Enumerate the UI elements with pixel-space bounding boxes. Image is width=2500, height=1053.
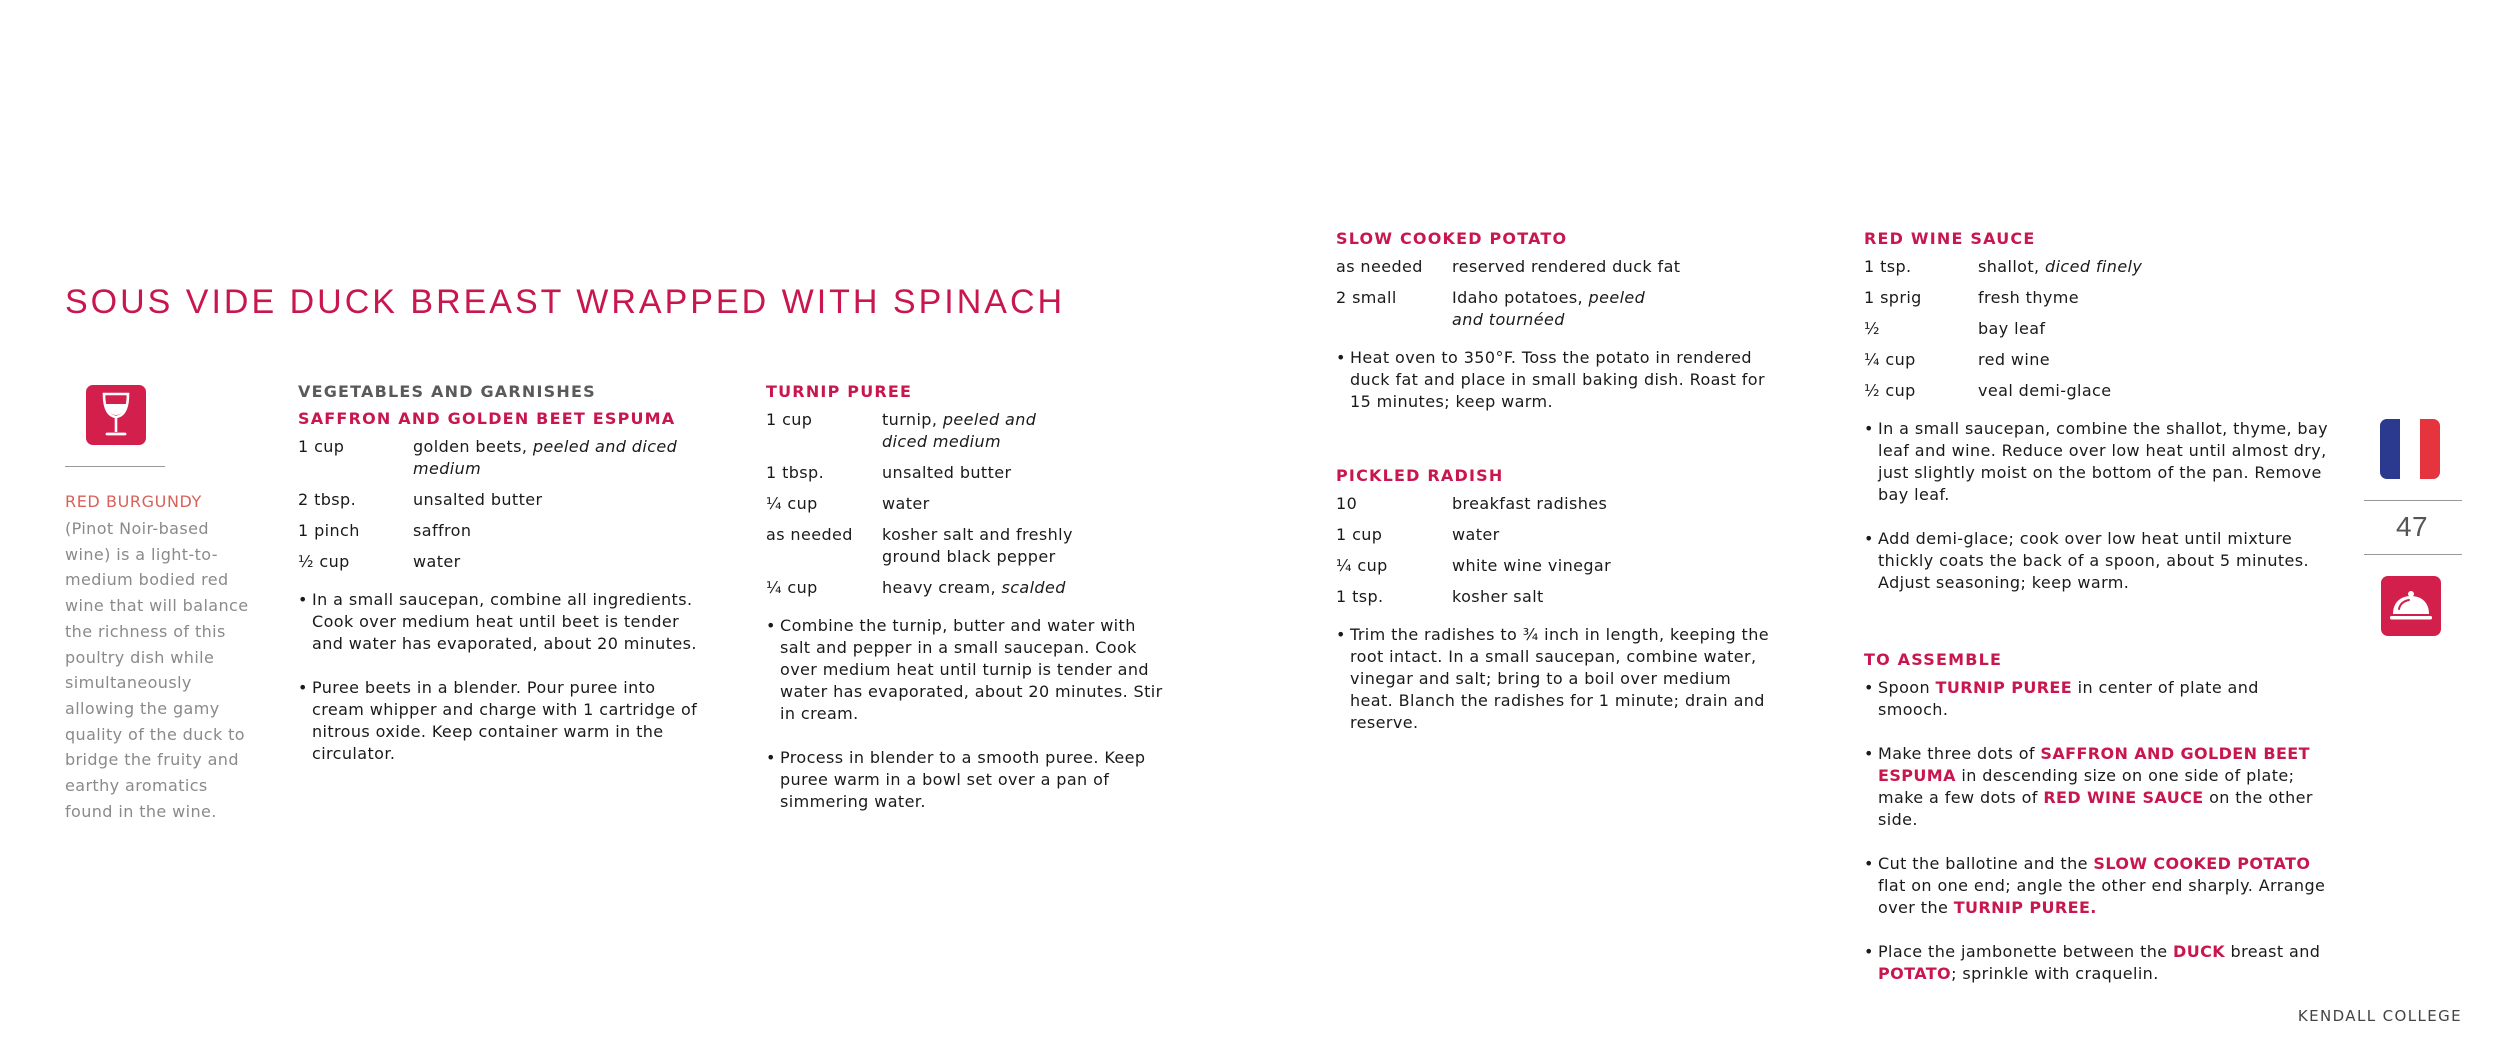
page-title: SOUS VIDE DUCK BREAST WRAPPED WITH SPINACH: [65, 283, 1066, 321]
flag-stripe-blue: [2380, 419, 2400, 479]
step-item: • Place the jambonette between the DUCK breast and POTATO; sprinkle with craquelin.: [1864, 941, 2334, 985]
ingredient-qty: ¼ cup: [766, 578, 818, 597]
ingredient-item: golden beets, peeled and diced medium: [413, 437, 678, 478]
ingredient-item: turnip, peeled and diced medium: [882, 410, 1037, 451]
ingredient-qty: ¼ cup: [1336, 556, 1388, 575]
ingredient-qty: ½: [1864, 319, 1880, 338]
ingredient-qty: 1 pinch: [298, 521, 360, 540]
wine-icon-badge: [86, 385, 146, 445]
step-item: • In a small saucepan, combine the shallot, thyme, bay leaf and wine. Reduce over low heat until almost dry, just slightly moist on the bottom of the pan. Remove bay leaf.: [1864, 418, 2334, 506]
page-number-rule-top: [2364, 500, 2462, 501]
ingredient-qty: 10: [1336, 494, 1358, 513]
section-potato: [1336, 229, 1765, 435]
turnip-steps: [766, 615, 1166, 813]
step-item: • Puree beets in a blender. Pour puree into cream whipper and charge with 1 cartridge of nitrous oxide. Keep container warm in the circulator.: [298, 677, 698, 765]
ingredient-item: water: [1452, 525, 1500, 544]
espuma-steps: [298, 589, 698, 765]
ingredient-qty: 1 cup: [298, 437, 345, 456]
step-item: • Cut the ballotine and the SLOW COOKED POTATO flat on one end; angle the other end sharply. Arrange over the TURNIP PUREE.: [1864, 853, 2334, 919]
espuma-ingredients: [298, 436, 718, 573]
flag-stripe-white: [2400, 419, 2420, 479]
footer-college-name: KENDALL COLLEGE: [2297, 1007, 2462, 1025]
serving-cloche-icon: [2389, 588, 2433, 624]
sauce-ingredients: [1864, 256, 2284, 402]
potato-steps: [1336, 347, 1776, 413]
sauce-steps: [1864, 418, 2334, 594]
ingredient-item: saffron: [413, 521, 472, 540]
ingredient-item: veal demi-glace: [1978, 381, 2112, 400]
page-number: 47: [2396, 511, 2428, 542]
ingredient-qty: 1 sprig: [1864, 288, 1922, 307]
espuma-heading: SAFFRON AND GOLDEN BEET ESPUMA: [298, 409, 676, 428]
wine-glass-icon: [98, 392, 134, 438]
ingredient-item: white wine vinegar: [1452, 556, 1612, 575]
ingredient-item: unsalted butter: [882, 463, 1012, 482]
ingredient-qty: 2 small: [1336, 288, 1397, 307]
ingredient-item: kosher salt: [1452, 587, 1544, 606]
ingredient-qty: 1 tbsp.: [766, 463, 825, 482]
wine-description: (Pinot Noir-based wine) is a light-to-medium bodied red wine that will balance the richness of this poultry dish while simultaneously allowing the gamy quality of the duck to bridge the fruity and earthy aromatics found in the wine.: [65, 519, 249, 821]
ingredient-item: shallot, diced finely: [1978, 257, 2143, 276]
ingredient-qty: 1 cup: [1336, 525, 1383, 544]
sauce-heading: RED WINE SAUCE: [1864, 229, 2036, 248]
wine-name: RED BURGUNDY: [65, 492, 202, 511]
category-heading: VEGETABLES AND GARNISHES: [298, 382, 596, 401]
step-item: • Heat oven to 350°F. Toss the potato in rendered duck fat and place in small baking dish. Roast for 15 minutes; keep warm.: [1336, 347, 1776, 413]
wine-divider: [65, 466, 165, 467]
ingredient-item: fresh thyme: [1978, 288, 2079, 307]
potato-heading: SLOW COOKED POTATO: [1336, 229, 1568, 248]
france-flag-icon: [2380, 419, 2440, 479]
ingredient-item: water: [882, 494, 930, 513]
course-icon-badge: [2381, 576, 2441, 636]
ingredient-item: unsalted butter: [413, 490, 543, 509]
step-item: • Combine the turnip, butter and water with salt and pepper in a small saucepan. Cook over medium heat until turnip is tender and water has evaporated, about 20 minutes. Stir in cream.: [766, 615, 1166, 725]
ingredient-qty: 2 tbsp.: [298, 490, 357, 509]
section-espuma: [298, 382, 718, 787]
ingredient-item: kosher salt and freshly ground black pepper: [882, 525, 1073, 566]
page-number-rule-bottom: [2364, 554, 2462, 555]
ingredient-item: water: [413, 552, 461, 571]
assemble-steps: [1864, 677, 2334, 985]
ingredient-qty: as needed: [766, 525, 853, 544]
ingredient-item: reserved rendered duck fat: [1452, 257, 1681, 276]
section-radish: [1336, 466, 1770, 756]
ingredient-item: breakfast radishes: [1452, 494, 1608, 513]
ingredient-qty: 1 cup: [766, 410, 813, 429]
step-item: • Process in blender to a smooth puree. Keep puree warm in a bowl set over a pan of simmering water.: [766, 747, 1166, 813]
radish-steps: [1336, 624, 1776, 734]
turnip-heading: TURNIP PUREE: [766, 382, 913, 401]
section-sauce: [1864, 229, 2329, 616]
flag-stripe-red: [2420, 419, 2440, 479]
potato-ingredients: [1336, 256, 1756, 331]
ingredient-qty: 1 tsp.: [1336, 587, 1384, 606]
ingredient-item: heavy cream, scalded: [882, 578, 1066, 597]
ingredient-item: Idaho potatoes, peeled and tournéed: [1452, 288, 1646, 329]
step-item: • Add demi-glace; cook over low heat until mixture thickly coats the back of a spoon, about 5 minutes. Adjust seasoning; keep warm.: [1864, 528, 2334, 594]
ingredient-qty: ½ cup: [1864, 381, 1916, 400]
step-item: • In a small saucepan, combine all ingredients. Cook over medium heat until beet is tender and water has evaporated, about 20 minutes.: [298, 589, 698, 655]
section-assemble: [1864, 650, 2344, 1007]
ingredient-item: red wine: [1978, 350, 2051, 369]
ingredient-qty: ½ cup: [298, 552, 350, 571]
assemble-heading: TO ASSEMBLE: [1864, 650, 2003, 669]
section-turnip: [766, 382, 1186, 835]
ingredient-qty: as needed: [1336, 257, 1423, 276]
ingredient-item: bay leaf: [1978, 319, 2046, 338]
ingredient-qty: ¼ cup: [766, 494, 818, 513]
ingredient-qty: ¼ cup: [1864, 350, 1916, 369]
step-item: • Make three dots of SAFFRON AND GOLDEN BEET ESPUMA in descending size on one side of plate; make a few dots of RED WINE SAUCE on the other side.: [1864, 743, 2334, 831]
step-item: • Spoon TURNIP PUREE in center of plate and smooch.: [1864, 677, 2334, 721]
turnip-ingredients: [766, 409, 1186, 599]
radish-ingredients: [1336, 493, 1756, 608]
step-item: • Trim the radishes to ¾ inch in length, keeping the root intact. In a small saucepan, combine water, vinegar and salt; bring to a boil over medium heat. Blanch the radishes for 1 minute; drain and reserve.: [1336, 624, 1776, 734]
radish-heading: PICKLED RADISH: [1336, 466, 1504, 485]
ingredient-qty: 1 tsp.: [1864, 257, 1912, 276]
